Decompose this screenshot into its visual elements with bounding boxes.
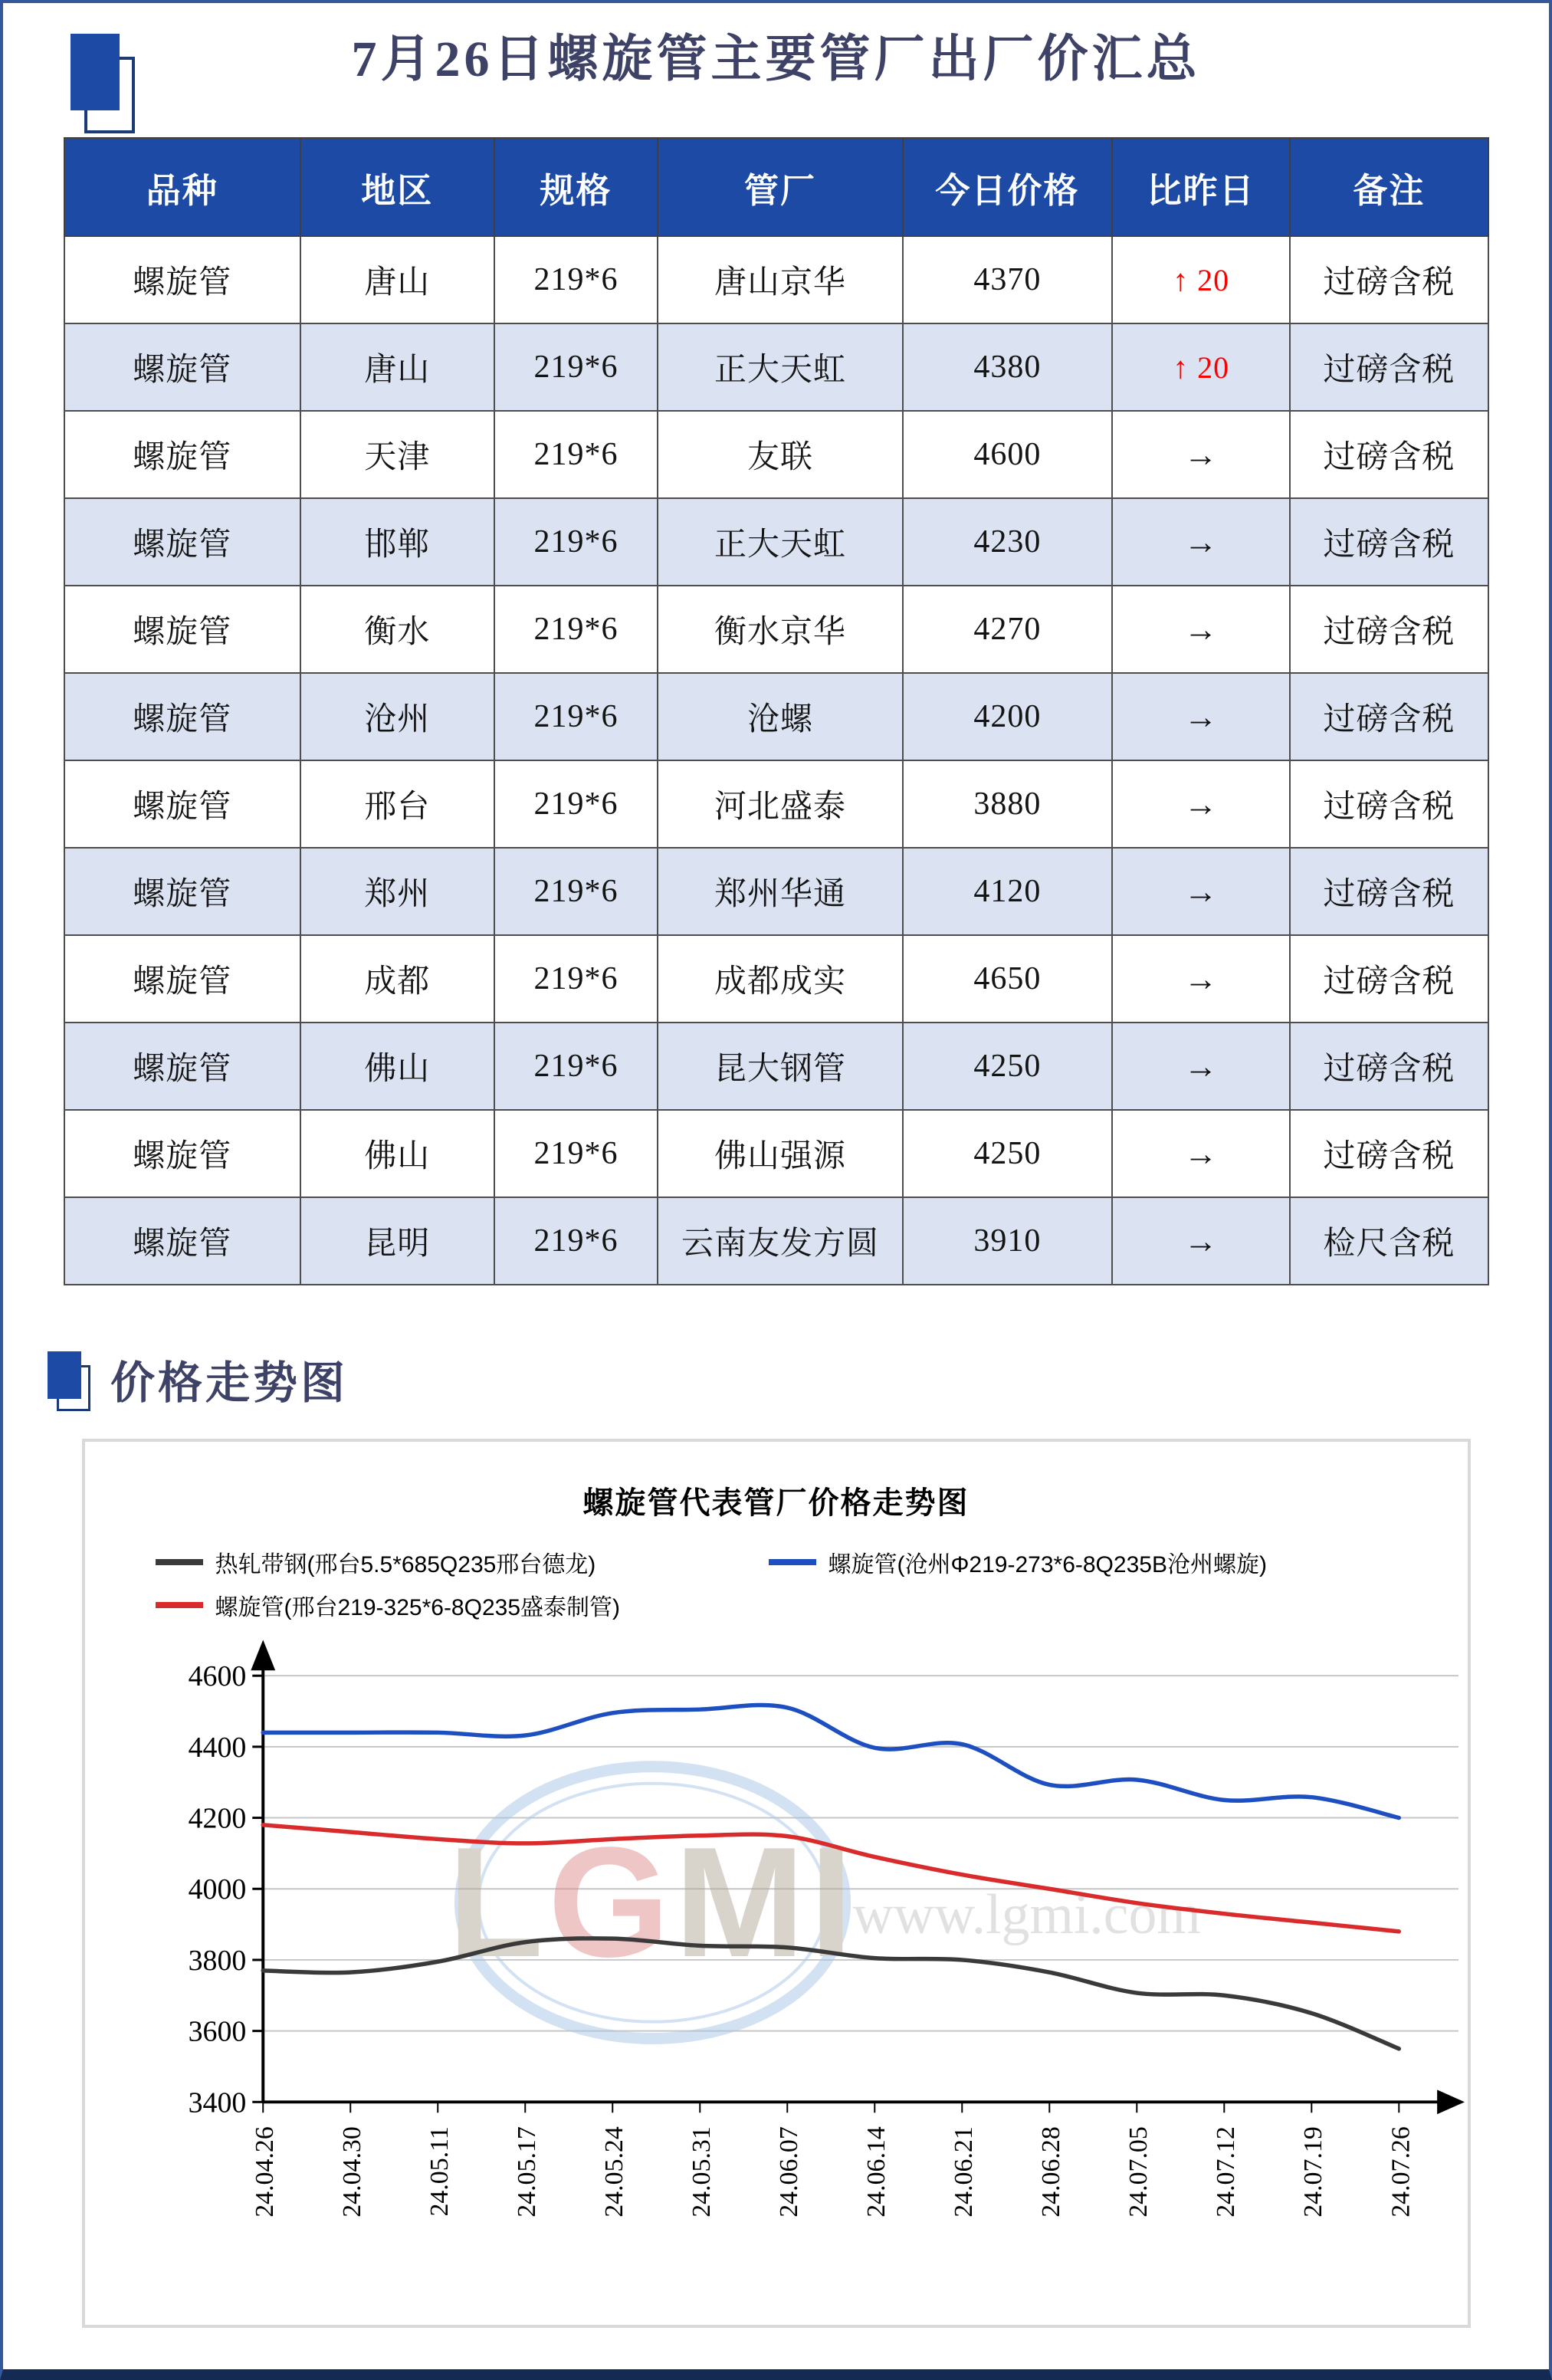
cell-variety: 螺旋管 bbox=[64, 935, 300, 1023]
section-square-icon-fill bbox=[48, 1351, 81, 1399]
cell-spec: 219*6 bbox=[494, 848, 658, 935]
cell-region: 佛山 bbox=[300, 1023, 494, 1110]
cell-factory: 云南友发方圆 bbox=[658, 1197, 903, 1285]
x-tick-label: 24.04.30 bbox=[337, 2126, 366, 2218]
legend-label-1: 螺旋管(邢台219-325*6-8Q235盛泰制管) bbox=[215, 1595, 621, 1620]
cell-price: 4230 bbox=[903, 498, 1112, 586]
column-header-0: 品种 bbox=[64, 138, 300, 236]
cell-spec: 219*6 bbox=[494, 1023, 658, 1110]
table-row bbox=[64, 1110, 1488, 1197]
cell-change: → bbox=[1112, 848, 1290, 935]
table-row bbox=[64, 236, 1488, 323]
x-tick-label: 24.04.26 bbox=[250, 2126, 279, 2218]
x-tick-label: 24.05.11 bbox=[425, 2126, 454, 2217]
cell-factory: 唐山京华 bbox=[658, 236, 903, 323]
cell-note: 过磅含税 bbox=[1290, 935, 1488, 1023]
cell-factory: 昆大钢管 bbox=[658, 1023, 903, 1110]
cell-note: 过磅含税 bbox=[1290, 760, 1488, 848]
cell-price: 4120 bbox=[903, 848, 1112, 935]
cell-spec: 219*6 bbox=[494, 1197, 658, 1285]
y-tick-label: 4600 bbox=[188, 1660, 246, 1693]
legend-item-1 bbox=[156, 1588, 769, 1622]
cell-change: → bbox=[1112, 411, 1290, 498]
chart-section-title: 价格走势图 bbox=[110, 1358, 349, 1408]
series-line-2 bbox=[263, 1705, 1399, 1817]
table-row bbox=[64, 586, 1488, 673]
x-tick-label: 24.07.19 bbox=[1298, 2126, 1327, 2218]
x-tick-label: 24.07.05 bbox=[1124, 2126, 1153, 2218]
column-header-5: 比昨日 bbox=[1112, 138, 1290, 236]
x-tick-label: 24.06.07 bbox=[774, 2126, 803, 2218]
column-header-4: 今日价格 bbox=[903, 138, 1112, 236]
cell-region: 天津 bbox=[300, 411, 494, 498]
cell-change: → bbox=[1112, 673, 1290, 760]
cell-spec: 219*6 bbox=[494, 236, 658, 323]
x-axis-arrow bbox=[1437, 2089, 1465, 2114]
title-square-icon-fill bbox=[71, 34, 120, 110]
legend-item-2 bbox=[769, 1545, 1468, 1579]
cell-region: 衡水 bbox=[300, 586, 494, 673]
y-tick-label: 4000 bbox=[188, 1873, 246, 1906]
x-tick-label: 24.06.14 bbox=[861, 2126, 891, 2218]
cell-variety: 螺旋管 bbox=[64, 1197, 300, 1285]
cell-price: 4250 bbox=[903, 1023, 1112, 1110]
cell-spec: 219*6 bbox=[494, 323, 658, 411]
cell-spec: 219*6 bbox=[494, 1110, 658, 1197]
legend-swatch-0 bbox=[156, 1559, 203, 1565]
cell-price: 3910 bbox=[903, 1197, 1112, 1285]
table-row bbox=[64, 498, 1488, 586]
x-tick-label: 24.05.17 bbox=[512, 2126, 541, 2218]
chart-section-header bbox=[3, 1345, 1549, 1419]
table-row bbox=[64, 673, 1488, 760]
cell-price: 4600 bbox=[903, 411, 1112, 498]
cell-variety: 螺旋管 bbox=[64, 236, 300, 323]
page-title: 7月26日螺旋管主要管厂出厂价汇总 bbox=[351, 31, 1201, 87]
cell-variety: 螺旋管 bbox=[64, 673, 300, 760]
cell-variety: 螺旋管 bbox=[64, 848, 300, 935]
cell-factory: 沧螺 bbox=[658, 673, 903, 760]
cell-variety: 螺旋管 bbox=[64, 1023, 300, 1110]
table-row bbox=[64, 1023, 1488, 1110]
cell-variety: 螺旋管 bbox=[64, 323, 300, 411]
cell-region: 成都 bbox=[300, 935, 494, 1023]
cell-note: 过磅含税 bbox=[1290, 323, 1488, 411]
cell-change: → bbox=[1112, 1023, 1290, 1110]
cell-change: ↑ 20 bbox=[1112, 323, 1290, 411]
cell-spec: 219*6 bbox=[494, 673, 658, 760]
column-header-2: 规格 bbox=[494, 138, 658, 236]
cell-note: 过磅含税 bbox=[1290, 236, 1488, 323]
cell-note: 过磅含税 bbox=[1290, 1110, 1488, 1197]
section-square-icon bbox=[48, 1351, 95, 1416]
cell-note: 过磅含税 bbox=[1290, 1023, 1488, 1110]
x-tick-label: 24.06.21 bbox=[949, 2126, 978, 2218]
x-tick-label: 24.05.24 bbox=[599, 2126, 628, 2218]
cell-variety: 螺旋管 bbox=[64, 498, 300, 586]
y-tick-label: 4400 bbox=[188, 1731, 246, 1764]
cell-change: → bbox=[1112, 760, 1290, 848]
cell-spec: 219*6 bbox=[494, 498, 658, 586]
price-chart-svg bbox=[85, 1633, 1468, 2257]
cell-price: 4250 bbox=[903, 1110, 1112, 1197]
cell-change: → bbox=[1112, 1110, 1290, 1197]
cell-factory: 正大天虹 bbox=[658, 498, 903, 586]
cell-variety: 螺旋管 bbox=[64, 1110, 300, 1197]
price-table-header-row bbox=[64, 138, 1488, 236]
cell-note: 过磅含税 bbox=[1290, 498, 1488, 586]
y-tick-label: 3800 bbox=[188, 1944, 246, 1977]
cell-factory: 河北盛泰 bbox=[658, 760, 903, 848]
cell-note: 过磅含税 bbox=[1290, 586, 1488, 673]
cell-change: ↑ 20 bbox=[1112, 236, 1290, 323]
watermark-site-text: www.lgmi.com bbox=[852, 1883, 1201, 1946]
cell-factory: 佛山强源 bbox=[658, 1110, 903, 1197]
cell-region: 昆明 bbox=[300, 1197, 494, 1285]
table-row bbox=[64, 323, 1488, 411]
cell-spec: 219*6 bbox=[494, 935, 658, 1023]
cell-price: 4270 bbox=[903, 586, 1112, 673]
cell-variety: 螺旋管 bbox=[64, 586, 300, 673]
x-tick-label: 24.06.28 bbox=[1036, 2126, 1065, 2218]
cell-change: → bbox=[1112, 498, 1290, 586]
cell-note: 过磅含税 bbox=[1290, 673, 1488, 760]
table-row bbox=[64, 935, 1488, 1023]
cell-region: 邯郸 bbox=[300, 498, 494, 586]
cell-change: → bbox=[1112, 1197, 1290, 1285]
cell-change: → bbox=[1112, 586, 1290, 673]
cell-variety: 螺旋管 bbox=[64, 411, 300, 498]
legend-item-0 bbox=[156, 1545, 769, 1579]
cell-region: 郑州 bbox=[300, 848, 494, 935]
cell-factory: 成都成实 bbox=[658, 935, 903, 1023]
cell-factory: 衡水京华 bbox=[658, 586, 903, 673]
x-tick-label: 24.07.12 bbox=[1211, 2126, 1240, 2218]
x-tick-label: 24.05.31 bbox=[687, 2126, 716, 2218]
cell-region: 唐山 bbox=[300, 236, 494, 323]
y-axis-arrow bbox=[251, 1640, 275, 1670]
cell-factory: 郑州华通 bbox=[658, 848, 903, 935]
cell-price: 3880 bbox=[903, 760, 1112, 848]
cell-note: 过磅含税 bbox=[1290, 411, 1488, 498]
legend-swatch-1 bbox=[156, 1602, 203, 1608]
chart-title: 螺旋管代表管厂价格走势图 bbox=[582, 1486, 970, 1520]
cell-price: 4650 bbox=[903, 935, 1112, 1023]
cell-spec: 219*6 bbox=[494, 411, 658, 498]
cell-change: → bbox=[1112, 935, 1290, 1023]
cell-price: 4380 bbox=[903, 323, 1112, 411]
cell-note: 过磅含税 bbox=[1290, 848, 1488, 935]
chart-legend bbox=[85, 1545, 1468, 1622]
legend-label-0: 热轧带钢(邢台5.5*685Q235邢台德龙) bbox=[215, 1552, 596, 1577]
cell-region: 沧州 bbox=[300, 673, 494, 760]
lgmi-watermark bbox=[448, 1767, 1201, 2039]
cell-factory: 正大天虹 bbox=[658, 323, 903, 411]
legend-swatch-2 bbox=[769, 1559, 816, 1565]
column-header-1: 地区 bbox=[300, 138, 494, 236]
y-tick-label: 3600 bbox=[188, 2015, 246, 2048]
cell-variety: 螺旋管 bbox=[64, 760, 300, 848]
cell-spec: 219*6 bbox=[494, 586, 658, 673]
cell-region: 佛山 bbox=[300, 1110, 494, 1197]
cell-factory: 友联 bbox=[658, 411, 903, 498]
table-row bbox=[64, 848, 1488, 935]
series-line-0 bbox=[263, 1938, 1399, 2049]
title-square-icon bbox=[71, 34, 141, 141]
report-header bbox=[3, 3, 1549, 130]
cell-region: 邢台 bbox=[300, 760, 494, 848]
watermark-logo-text: LGMI bbox=[447, 1814, 858, 1990]
legend-label-2: 螺旋管(沧州Φ219-273*6-8Q235B沧州螺旋) bbox=[828, 1552, 1267, 1577]
x-tick-label: 24.07.26 bbox=[1386, 2126, 1415, 2218]
table-row bbox=[64, 411, 1488, 498]
y-tick-label: 4200 bbox=[188, 1802, 246, 1835]
cell-region: 唐山 bbox=[300, 323, 494, 411]
price-table-body bbox=[64, 236, 1488, 1285]
cell-price: 4370 bbox=[903, 236, 1112, 323]
table-row bbox=[64, 760, 1488, 848]
cell-note: 检尺含税 bbox=[1290, 1197, 1488, 1285]
y-tick-label: 3400 bbox=[188, 2086, 246, 2119]
table-row bbox=[64, 1197, 1488, 1285]
chart-container bbox=[82, 1439, 1471, 2328]
cell-spec: 219*6 bbox=[494, 760, 658, 848]
column-header-6: 备注 bbox=[1290, 138, 1488, 236]
cell-price: 4200 bbox=[903, 673, 1112, 760]
column-header-3: 管厂 bbox=[658, 138, 903, 236]
price-table bbox=[64, 137, 1489, 1285]
